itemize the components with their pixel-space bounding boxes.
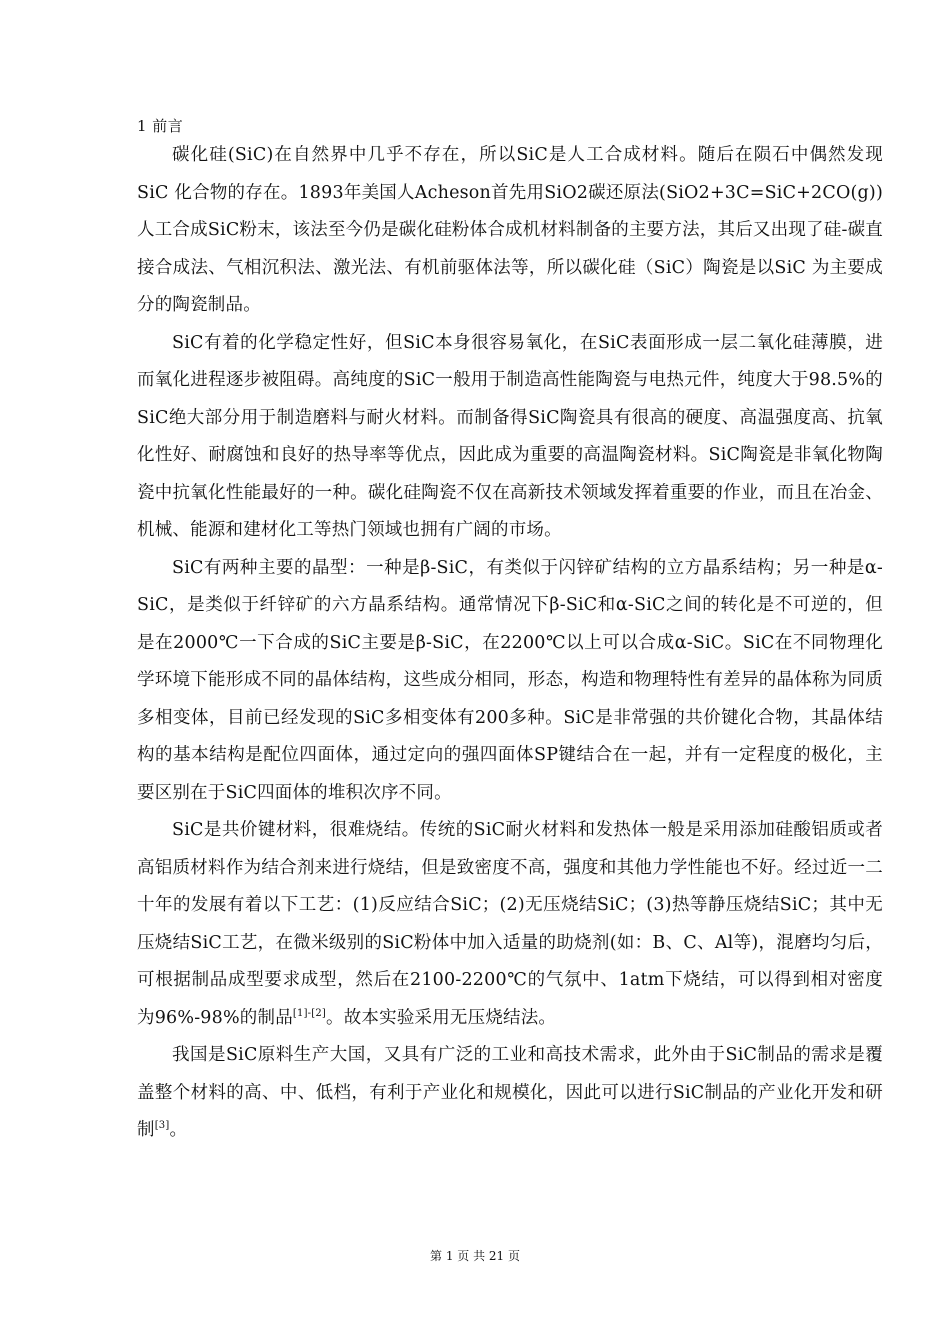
paragraph-2 bbox=[137, 325, 883, 550]
paragraph-text: 碳化硅(SiC)在自然界中几乎不存在，所以SiC是人工合成材料。随后在陨石中偶然发现 SiC 化合物的存在。1893年美国人Acheson首先用SiO2碳还原法(SiO2+3C=SiC+2CO(g))人工合成SiC粉末，该法至今仍是碳化硅粉体合成机材料制备的主要方法，其后又出现了硅-碳直接合成法、气相沉积法、激光法、有机前驱体法等，所以碳化硅（SiC）陶瓷是以SiC 为主要成分的陶瓷制品。 bbox=[137, 145, 883, 315]
page-footer: 第 1 页 共 21 页 bbox=[430, 1249, 520, 1263]
paragraph-text: 。 bbox=[169, 1120, 188, 1140]
paragraph-text: 。故本实验采用无压烧结法。 bbox=[326, 1007, 557, 1028]
paragraph-text: SiC有两种主要的晶型：一种是β-SiC，有类似于闪锌矿结构的立方晶系结构；另一种是α-SiC，是类似于纤锌矿的六方晶系结构。通常情况下β-SiC和α-SiC之间的转化是不可逆的，但是在2000℃一下合成的SiC主要是β-SiC，在2200℃以上可以合成α-SiC。SiC在不同物理化学环境下能形成不同的晶体结构，这些成分相同，形态，构造和物理特性有差异的晶体称为同质多相变体，目前已经发现的SiC多相变体有200多种。SiC是非常强的共价键化合物，其晶体结构的基本结构是配位四面体，通过定向的强四面体SP键结合在一起，并有一定程度的极化，主要区别在于SiC四面体的堆积次序不同。 bbox=[137, 557, 883, 803]
paragraph-text: SiC有着的化学稳定性好，但SiC本身很容易氧化，在SiC表面形成一层二氧化硅薄膜，进而氧化进程逐步被阻碍。高纯度的SiC一般用于制造高性能陶瓷与电热元件，纯度大于98.5%的SiC绝大部分用于制造磨料与耐火材料。而制备得SiC陶瓷具有很高的硬度、高温强度高、抗氧化性好、耐腐蚀和良好的热导率等优点，因此成为重要的高温陶瓷材料。SiC陶瓷是非氧化物陶瓷中抗氧化性能最好的一种。碳化硅陶瓷不仅在高新技术领域发挥着重要的作业，而且在冶金、机械、能源和建材化工等热门领域也拥有广阔的市场。 bbox=[137, 332, 883, 540]
paragraph-text: 我国是SiC原料生产大国，又具有广泛的工业和高技术需求，此外由于SiC制品的需求是覆盖整个材料的高、中、低档，有利于产业化和规模化，因此可以进行SiC制品的产业化开发和研制 bbox=[137, 1045, 883, 1140]
paragraph-text: SiC是共价键材料，很难烧结。传统的SiC耐火材料和发热体一般是采用添加硅酸铝质或者高铝质材料作为结合剂来进行烧结，但是致密度不高，强度和其他力学性能也不好。经过近一二十年的发展有着以下工艺：(1)反应结合SiC；(2)无压烧结SiC；(3)热等静压烧结SiC；其中无压烧结SiC工艺，在微米级别的SiC粉体中加入适量的助烧剂(如：B、C、Al等)，混磨均匀后，可根据制品成型要求成型，然后在2100-2200℃的气氛中、1atm下烧结，可以得到相对密度为96%-98%的制品 bbox=[137, 820, 883, 1028]
paragraph-3 bbox=[137, 550, 883, 813]
paragraph-1 bbox=[137, 137, 883, 325]
section-heading: 1 前言 bbox=[137, 117, 184, 135]
citation-ref-1-2: [1]-[2] bbox=[292, 1007, 327, 1019]
body-text bbox=[137, 137, 883, 1150]
paragraph-5 bbox=[137, 1037, 883, 1150]
paragraph-4 bbox=[137, 812, 883, 1037]
citation-ref-3: [3] bbox=[154, 1120, 170, 1131]
